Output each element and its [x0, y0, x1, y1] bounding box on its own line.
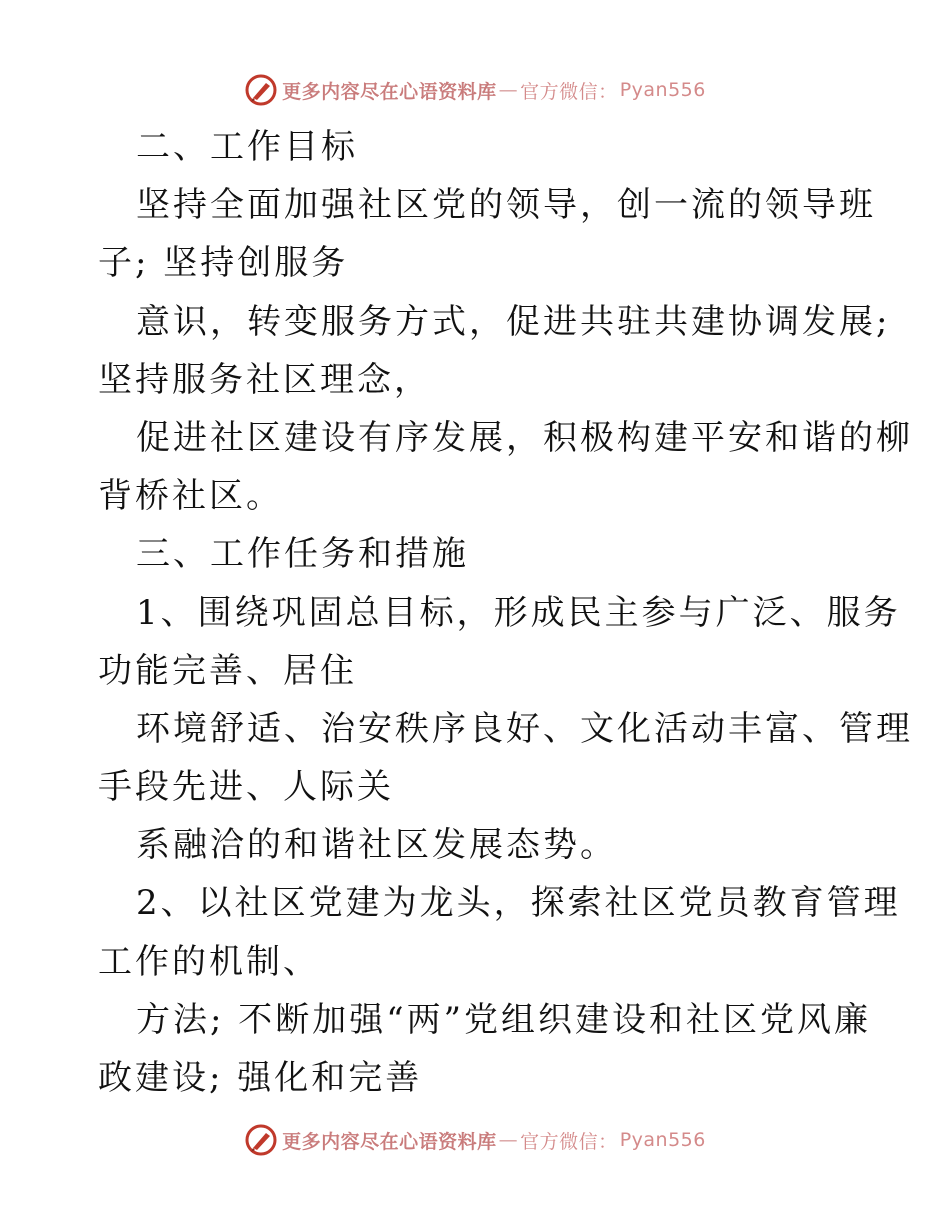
- banner-main-text: 更多内容尽在心语资料库: [282, 80, 497, 103]
- section-heading-goals: 二、工作目标: [136, 127, 358, 167]
- document-body: [98, 118, 913, 1107]
- paragraph-line: 意识，转变服务方式，促进共驻共建协调发展;: [136, 301, 891, 342]
- paragraph-line: 系融洽的和谐社区发展态势。: [136, 825, 617, 866]
- paragraph-line: 坚持服务社区理念，: [98, 359, 431, 400]
- paragraph-line: 坚持全面加强社区党的领导，创一流的领导班: [136, 185, 876, 226]
- paragraph-line: 环境舒适、治安秩序良好、文化活动丰富、管理: [136, 708, 913, 749]
- footer-watermark-banner: [0, 1120, 950, 1160]
- pen-logo-icon: [244, 1123, 278, 1157]
- paragraph-line: 1、围绕巩固总目标，形成民主参与广泛、服务: [136, 592, 901, 633]
- paragraph-line: 手段先进、人际关: [98, 767, 394, 808]
- paragraph-line: 2、以社区党建为龙头，探索社区党员教育管理: [136, 883, 901, 924]
- header-watermark-banner: [0, 70, 950, 110]
- banner-sub-text: 官方微信：: [520, 1130, 618, 1153]
- banner-dash: —: [498, 1129, 519, 1151]
- paragraph-line: 促进社区建设有序发展，积极构建平安和谐的柳: [136, 417, 913, 458]
- paragraph-line: 背桥社区。: [98, 476, 283, 517]
- paragraph-line: 政建设; 强化和完善: [98, 1058, 423, 1098]
- paragraph-line: 方法; 不断加强“两”党组织建设和社区党风廉: [136, 999, 872, 1040]
- paragraph-line: 工作的机制、: [98, 941, 320, 982]
- banner-wechat-id: Pyan556: [619, 79, 706, 101]
- banner-dash: —: [498, 79, 519, 101]
- banner-main-text: 更多内容尽在心语资料库: [282, 1130, 497, 1153]
- paragraph-line: 子; 坚持创服务: [98, 243, 349, 284]
- section-heading-tasks: 三、工作任务和措施: [136, 534, 469, 575]
- banner-sub-text: 官方微信：: [520, 80, 618, 103]
- banner-wechat-id: Pyan556: [619, 1129, 706, 1151]
- paragraph-line: 功能完善、居住: [98, 650, 357, 691]
- pen-logo-icon: [244, 73, 278, 107]
